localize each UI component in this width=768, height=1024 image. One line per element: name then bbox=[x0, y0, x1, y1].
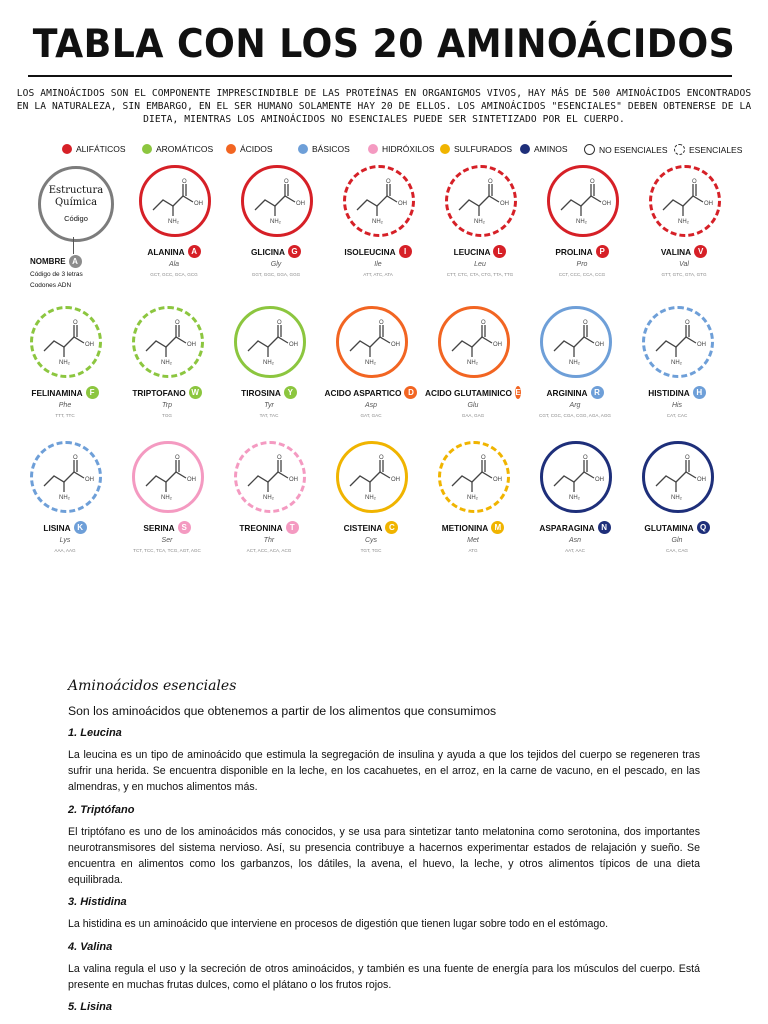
aminoacid-circle bbox=[540, 441, 612, 513]
aminoacid-abbr: Ala bbox=[168, 261, 180, 268]
legend-hidroxilos bbox=[368, 144, 434, 154]
key-sub-label: Codones ADN bbox=[30, 282, 72, 289]
key-code-label: Código bbox=[64, 214, 88, 223]
aminoacid-name: TREONINA bbox=[239, 522, 283, 533]
svg-text:O: O bbox=[583, 320, 588, 326]
intro-text: LOS AMINOÁCIDOS SON EL COMPONENTE IMPRESCINDIBLE DE LAS PROTEÍNAS EN ORGANIGMOS VIVOS, HAY MÁS DE 500 AMINOÁCIDOS ENCONTRADOS EN LA NATURALEZA, SIN EMBARGO, EN EL SER HUMANO SOLAMENTE HAY 20 DE ELLOS. LOS AMINOÁCIDOS "ESENCIALES" DEBEN OBTENERSE DE LA DIETA, MIENTRAS LOS AMINOÁCIDOS NO ESENCIALES PUEDE SER SINTETIZADO POR EL CUERPO. bbox=[16, 88, 752, 125]
aminoacid-letter-badge: N bbox=[598, 521, 611, 534]
legend-esenciales bbox=[674, 144, 742, 155]
aminoacid-name: SERINA bbox=[143, 522, 175, 533]
legend-label: SULFURADOS bbox=[454, 144, 513, 154]
svg-text:OH: OH bbox=[697, 342, 706, 348]
aminoacid-codons: ACT, ACC, ACA, ACG bbox=[246, 548, 292, 553]
aminoacid-abbr: His bbox=[671, 402, 683, 409]
aminoacid-letter-badge: M bbox=[491, 521, 504, 534]
aminoacid-name-row bbox=[323, 521, 419, 534]
aminoacid-name: ACIDO ASPARTICO bbox=[324, 387, 402, 398]
aminoacid-circle bbox=[139, 165, 211, 237]
aminoacid-circle bbox=[241, 165, 313, 237]
aminoacid-codons: TTT, TTC bbox=[55, 413, 75, 418]
aminoacid-name-row bbox=[534, 245, 630, 258]
dashed-ring-icon bbox=[674, 144, 685, 155]
aminoacid-name-row bbox=[425, 386, 521, 399]
legend-aminos bbox=[520, 144, 568, 154]
svg-text:O: O bbox=[73, 455, 78, 461]
molecule-structure-icon bbox=[446, 452, 502, 500]
aminoacid-name: HISTIDINA bbox=[648, 387, 690, 398]
pink-dot-icon bbox=[368, 144, 378, 154]
legend-label: NO ESENCIALES bbox=[599, 144, 668, 155]
svg-text:NH₂: NH₂ bbox=[263, 495, 274, 500]
svg-text:O: O bbox=[692, 179, 697, 185]
svg-text:NH₂: NH₂ bbox=[576, 219, 587, 224]
aminoacid-abbr: Gly bbox=[270, 261, 282, 268]
svg-text:NH₂: NH₂ bbox=[467, 360, 478, 365]
legend-label: ALIFÁTICOS bbox=[76, 144, 126, 154]
molecule-structure-icon bbox=[650, 452, 706, 500]
svg-text:OH: OH bbox=[391, 342, 400, 348]
svg-text:NH₂: NH₂ bbox=[569, 495, 580, 500]
aminoacid-name: ARGININA bbox=[546, 387, 588, 398]
svg-text:OH: OH bbox=[493, 477, 502, 483]
aminoacid-name-row bbox=[432, 245, 528, 258]
svg-text:OH: OH bbox=[595, 342, 604, 348]
svg-text:O: O bbox=[379, 455, 384, 461]
molecule-structure-icon bbox=[446, 317, 502, 365]
legend-basicos bbox=[298, 144, 350, 154]
svg-text:NH₂: NH₂ bbox=[59, 495, 70, 500]
aminoacid-name-row bbox=[425, 521, 521, 534]
aminoacid-circle bbox=[336, 441, 408, 513]
aminoacid-letter-badge: I bbox=[399, 245, 412, 258]
legend-aromaticos bbox=[142, 144, 213, 154]
aminoacid-name: ALANINA bbox=[147, 246, 185, 257]
aminoacid-card bbox=[636, 165, 732, 295]
navy-dot-icon bbox=[520, 144, 530, 154]
svg-text:O: O bbox=[379, 320, 384, 326]
legend-label: ÁCIDOS bbox=[240, 144, 273, 154]
aminoacid-abbr: Phe bbox=[58, 402, 72, 409]
aminoacid-letter-badge: P bbox=[596, 245, 609, 258]
aminoacid-codons: GAT, GAC bbox=[360, 413, 382, 418]
svg-text:OH: OH bbox=[289, 342, 298, 348]
aminoacid-name: TRIPTOFANO bbox=[132, 387, 186, 398]
svg-text:OH: OH bbox=[289, 477, 298, 483]
aminoacid-card bbox=[330, 165, 426, 295]
aminoacid-name-row bbox=[323, 386, 419, 399]
key-name-label: NOMBRE bbox=[30, 257, 66, 266]
key-connector bbox=[73, 237, 74, 254]
svg-text:OH: OH bbox=[85, 342, 94, 348]
svg-text:OH: OH bbox=[595, 477, 604, 483]
aminoacid-name: CISTEINA bbox=[343, 522, 383, 533]
key-structure-label: Estructura bbox=[48, 185, 104, 196]
section-title: 4. Valina bbox=[68, 940, 113, 953]
molecule-structure-icon bbox=[38, 452, 94, 500]
molecule-structure-icon bbox=[344, 452, 400, 500]
aminoacid-codons: AAA, AAG bbox=[54, 548, 76, 553]
aminoacid-circle bbox=[234, 306, 306, 378]
aminoacid-codons: TGG bbox=[162, 413, 172, 418]
svg-text:OH: OH bbox=[187, 342, 196, 348]
legend-label: ESENCIALES bbox=[689, 144, 743, 155]
aminoacid-name-row bbox=[330, 245, 426, 258]
svg-text:NH₂: NH₂ bbox=[263, 360, 274, 365]
aminoacid-card bbox=[432, 165, 528, 295]
svg-text:OH: OH bbox=[391, 477, 400, 483]
aminoacid-name-row bbox=[221, 521, 317, 534]
aminoacid-letter-badge: K bbox=[74, 521, 87, 534]
aminoacid-name: FELINAMINA bbox=[31, 387, 83, 398]
aminoacid-codons: ATG bbox=[468, 548, 478, 553]
aminoacid-name-row bbox=[636, 245, 732, 258]
aminoacid-abbr: Ile bbox=[374, 261, 382, 268]
aminoacid-abbr: Thr bbox=[263, 537, 275, 544]
svg-text:OH: OH bbox=[296, 201, 305, 207]
key-sub-label: Código de 3 letras bbox=[30, 271, 83, 278]
aminoacid-card bbox=[425, 306, 521, 436]
aminoacid-name: ACIDO GLUTAMINICO bbox=[425, 387, 512, 398]
svg-text:OH: OH bbox=[398, 201, 407, 207]
aminoacid-card bbox=[527, 306, 623, 436]
yellow-dot-icon bbox=[440, 144, 450, 154]
svg-text:O: O bbox=[685, 320, 690, 326]
aminoacid-card bbox=[119, 441, 215, 571]
legend-sulfurados bbox=[440, 144, 512, 154]
aminoacid-circle bbox=[132, 306, 204, 378]
aminoacid-abbr: Asn bbox=[568, 537, 582, 544]
molecule-structure-icon bbox=[38, 317, 94, 365]
svg-text:O: O bbox=[481, 320, 486, 326]
key-name-row bbox=[30, 255, 110, 268]
aminoacid-name: METIONINA bbox=[441, 522, 489, 533]
aminoacid-card bbox=[221, 441, 317, 571]
legend-no-esenciales bbox=[584, 144, 668, 155]
svg-text:NH₂: NH₂ bbox=[161, 495, 172, 500]
aminoacid-circle bbox=[30, 306, 102, 378]
key-letter-badge: A bbox=[69, 255, 82, 268]
aminoacid-circle bbox=[234, 441, 306, 513]
svg-text:O: O bbox=[175, 320, 180, 326]
aminoacid-name-row bbox=[221, 386, 317, 399]
aminoacid-name-row bbox=[228, 245, 324, 258]
aminoacid-name: LISINA bbox=[43, 522, 71, 533]
legend-label: AROMÁTICOS bbox=[156, 144, 214, 154]
aminoacid-abbr: Ser bbox=[161, 537, 173, 544]
aminoacid-codons: GAA, GAG bbox=[461, 413, 485, 418]
svg-text:O: O bbox=[583, 455, 588, 461]
svg-text:NH₂: NH₂ bbox=[270, 219, 281, 224]
aminoacid-abbr: Arg bbox=[569, 402, 581, 409]
aminoacid-name-row bbox=[126, 245, 222, 258]
aminoacid-name: ASPARAGINA bbox=[539, 522, 595, 533]
orange-dot-icon bbox=[226, 144, 236, 154]
svg-text:OH: OH bbox=[697, 477, 706, 483]
aminoacid-circle bbox=[540, 306, 612, 378]
svg-text:OH: OH bbox=[493, 342, 502, 348]
aminoacid-codons: TGT, TGC bbox=[360, 548, 382, 553]
svg-text:O: O bbox=[277, 455, 282, 461]
aminoacid-name: VALINA bbox=[660, 246, 692, 257]
svg-text:NH₂: NH₂ bbox=[678, 219, 689, 224]
article-heading: Aminoácidos esenciales bbox=[68, 678, 237, 694]
legend-acidos bbox=[226, 144, 273, 154]
molecule-structure-icon bbox=[453, 176, 509, 224]
svg-text:NH₂: NH₂ bbox=[467, 495, 478, 500]
aminoacid-name: TIROSINA bbox=[241, 387, 281, 398]
section-text: La valina regula el uso y la secreción de otros aminoácidos, y también es una fuente de energía para los músculos del cuerpo. Está presente en muchas frutas dulces, como el plátano o los frutos rojos. bbox=[68, 962, 700, 991]
aminoacid-codons: TAT, TAC bbox=[259, 413, 279, 418]
molecule-structure-icon bbox=[548, 317, 604, 365]
key-circle bbox=[38, 166, 114, 242]
aminoacid-circle bbox=[547, 165, 619, 237]
blue-dot-icon bbox=[298, 144, 308, 154]
svg-text:NH₂: NH₂ bbox=[365, 495, 376, 500]
aminoacid-codons: AAT, AAC bbox=[565, 548, 585, 553]
aminoacid-card bbox=[119, 306, 215, 436]
molecule-structure-icon bbox=[242, 452, 298, 500]
aminoacid-letter-badge: C bbox=[385, 521, 398, 534]
aminoacid-letter-badge: S bbox=[178, 521, 191, 534]
svg-text:NH₂: NH₂ bbox=[671, 495, 682, 500]
svg-text:O: O bbox=[685, 455, 690, 461]
aminoacid-letter-badge: H bbox=[693, 386, 706, 399]
aminoacid-abbr: Pro bbox=[576, 261, 588, 268]
svg-text:OH: OH bbox=[704, 201, 713, 207]
aminoacid-codons: GTT, GTC, GTA, GTG bbox=[661, 272, 707, 277]
legend-label: AMINOS bbox=[534, 144, 568, 154]
section-title: 5. Lisina bbox=[68, 1001, 113, 1014]
svg-text:NH₂: NH₂ bbox=[161, 360, 172, 365]
aminoacid-abbr: Cys bbox=[364, 537, 378, 544]
aminoacid-letter-badge: Q bbox=[697, 521, 710, 534]
aminoacid-abbr: Val bbox=[679, 261, 689, 268]
aminoacid-circle bbox=[438, 306, 510, 378]
section-title: 2. Triptófano bbox=[68, 803, 135, 816]
aminoacid-name: LEUCINA bbox=[453, 246, 491, 257]
aminoacid-abbr: Trp bbox=[162, 402, 172, 409]
svg-text:NH₂: NH₂ bbox=[365, 360, 376, 365]
legend-label: HIDRÓXILOS bbox=[382, 144, 435, 154]
aminoacid-abbr: Tyr bbox=[264, 402, 274, 409]
aminoacid-card bbox=[629, 441, 725, 571]
green-dot-icon bbox=[142, 144, 152, 154]
aminoacid-name-row bbox=[17, 386, 113, 399]
legend-label: BÁSICOS bbox=[312, 144, 350, 154]
svg-text:O: O bbox=[73, 320, 78, 326]
aminoacid-card bbox=[534, 165, 630, 295]
aminoacid-circle bbox=[336, 306, 408, 378]
molecule-structure-icon bbox=[249, 176, 305, 224]
aminoacid-circle bbox=[642, 306, 714, 378]
molecule-structure-icon bbox=[140, 452, 196, 500]
aminoacid-name-row bbox=[629, 386, 725, 399]
aminoacid-abbr: Asp bbox=[364, 402, 378, 409]
molecule-structure-icon bbox=[344, 317, 400, 365]
svg-text:O: O bbox=[284, 179, 289, 185]
svg-text:O: O bbox=[481, 455, 486, 461]
aminoacid-abbr: Gln bbox=[671, 537, 683, 544]
aminoacid-name-row bbox=[119, 521, 215, 534]
aminoacid-card bbox=[425, 441, 521, 571]
aminoacid-card bbox=[527, 441, 623, 571]
section-title: 3. Histidina bbox=[68, 896, 127, 909]
section-text: La leucina es un tipo de aminoácido que estimula la segregación de insulina y ayuda a que los tejidos del cuerpo se regeneren tras sufrir una herida. Se encuentra disponible en la leche, en los cacahuetes, en el arroz, en la carne de vacuno, en el pescado, en las almendras, y en muchos alimentos más. bbox=[68, 749, 700, 794]
aminoacid-codons: TCT, TCC, TCA, TCG, AGT, AGC bbox=[133, 548, 201, 553]
key-structure-label: Química bbox=[54, 197, 98, 208]
aminoacid-circle bbox=[30, 441, 102, 513]
aminoacid-codons: CAA, CAG bbox=[666, 548, 688, 553]
svg-text:O: O bbox=[182, 179, 187, 185]
svg-text:NH₂: NH₂ bbox=[671, 360, 682, 365]
aminoacid-card bbox=[228, 165, 324, 295]
aminoacid-abbr: Leu bbox=[474, 261, 486, 268]
title-divider bbox=[28, 75, 732, 77]
aminoacid-name-row bbox=[17, 521, 113, 534]
aminoacid-letter-badge: F bbox=[86, 386, 99, 399]
legend bbox=[62, 144, 752, 158]
aminoacid-letter-badge: V bbox=[694, 245, 707, 258]
aminoacid-name-row bbox=[629, 521, 725, 534]
molecule-structure-icon bbox=[548, 452, 604, 500]
aminoacid-letter-badge: T bbox=[286, 521, 299, 534]
aminoacid-circle bbox=[642, 441, 714, 513]
aminoacid-card bbox=[17, 306, 113, 436]
aminoacid-circle bbox=[445, 165, 517, 237]
section-text: El triptófano es uno de los aminoácidos más conocidos, y se usa para sintetizar tanto melatonina como serotonina, dos importantes neurotransmisores del sistema nervioso. Así, su presencia contribuye a hacernos experimentar estados de relajación y sueño. Se encuentra en alimentos como los garbanzos, los dátiles, la avena, el huevo, la leche, y otros alimentos típicos de una dieta equilibrada. bbox=[68, 825, 700, 887]
svg-text:O: O bbox=[175, 455, 180, 461]
aminoacid-letter-badge: E bbox=[515, 388, 521, 397]
molecule-structure-icon bbox=[242, 317, 298, 365]
svg-text:NH₂: NH₂ bbox=[59, 360, 70, 365]
aminoacid-abbr: Lys bbox=[59, 537, 71, 544]
molecule-structure-icon bbox=[657, 176, 713, 224]
svg-text:OH: OH bbox=[194, 201, 203, 207]
aminoacid-card bbox=[17, 441, 113, 571]
molecule-structure-icon bbox=[351, 176, 407, 224]
svg-text:OH: OH bbox=[500, 201, 509, 207]
molecule-structure-icon bbox=[147, 176, 203, 224]
legend-alifaticos bbox=[62, 144, 126, 154]
svg-text:O: O bbox=[277, 320, 282, 326]
svg-text:O: O bbox=[590, 179, 595, 185]
aminoacid-name: GLICINA bbox=[250, 246, 286, 257]
svg-text:NH₂: NH₂ bbox=[474, 219, 485, 224]
aminoacid-card bbox=[126, 165, 222, 295]
aminoacid-card bbox=[323, 441, 419, 571]
aminoacid-codons: CAT, CAC bbox=[666, 413, 688, 418]
aminoacid-codons: GGT, GGC, GGA, GGG bbox=[251, 272, 301, 277]
solid-ring-icon bbox=[584, 144, 595, 155]
aminoacid-name: ISOLEUCINA bbox=[344, 246, 396, 257]
svg-text:NH₂: NH₂ bbox=[569, 360, 580, 365]
molecule-structure-icon bbox=[650, 317, 706, 365]
aminoacid-codons: CCT, CCC, CCA, CCG bbox=[558, 272, 606, 277]
aminoacid-name: GLUTAMINA bbox=[644, 522, 694, 533]
aminoacid-circle bbox=[649, 165, 721, 237]
aminoacid-letter-badge: L bbox=[493, 245, 506, 258]
aminoacid-card bbox=[629, 306, 725, 436]
aminoacid-letter-badge: R bbox=[591, 386, 604, 399]
section-text: La histidina es un aminoácido que interviene en procesos de digestión que tienen lugar sobre todo en el estómago. bbox=[68, 918, 609, 931]
svg-text:O: O bbox=[386, 179, 391, 185]
section-title: 1. Leucina bbox=[68, 727, 122, 739]
aminoacid-circle bbox=[343, 165, 415, 237]
aminoacid-name-row bbox=[527, 521, 623, 534]
svg-text:NH₂: NH₂ bbox=[168, 219, 179, 224]
aminoacid-abbr: Glu bbox=[467, 402, 479, 409]
svg-text:OH: OH bbox=[602, 201, 611, 207]
aminoacid-codons: CGT, CGC, CGA, CGG, AGA, AGG bbox=[539, 413, 611, 418]
aminoacid-name-row bbox=[119, 386, 215, 399]
aminoacid-letter-badge: D bbox=[404, 386, 417, 399]
article-lead: Son los aminoácidos que obtenemos a partir de los alimentos que consumimos bbox=[68, 704, 497, 718]
article bbox=[68, 678, 700, 1021]
svg-text:OH: OH bbox=[187, 477, 196, 483]
aminoacid-codons: GCT, GCC, GCA, GCG bbox=[150, 272, 198, 277]
aminoacid-codons: CTT, CTC, CTA, CTG, TTA, TTG bbox=[446, 272, 514, 277]
aminoacid-name-row bbox=[527, 386, 623, 399]
svg-text:NH₂: NH₂ bbox=[372, 219, 383, 224]
aminoacid-card bbox=[221, 306, 317, 436]
molecule-structure-icon bbox=[555, 176, 611, 224]
svg-text:OH: OH bbox=[85, 477, 94, 483]
aminoacid-letter-badge: Y bbox=[284, 386, 297, 399]
aminoacid-circle bbox=[438, 441, 510, 513]
red-dot-icon bbox=[62, 144, 72, 154]
svg-text:O: O bbox=[488, 179, 493, 185]
aminoacid-circle bbox=[132, 441, 204, 513]
aminoacid-codons: ATT, ATC, ATA bbox=[363, 272, 393, 277]
molecule-structure-icon bbox=[140, 317, 196, 365]
aminoacid-letter-badge: W bbox=[189, 386, 202, 399]
aminoacid-abbr: Met bbox=[467, 537, 479, 544]
aminoacid-name: PROLINA bbox=[555, 246, 593, 257]
page-title: TABLA CON LOS 20 AMINOÁCIDOS bbox=[32, 22, 736, 67]
aminoacid-letter-badge: A bbox=[188, 245, 201, 258]
aminoacid-card bbox=[323, 306, 419, 436]
aminoacid-letter-badge: G bbox=[288, 245, 301, 258]
